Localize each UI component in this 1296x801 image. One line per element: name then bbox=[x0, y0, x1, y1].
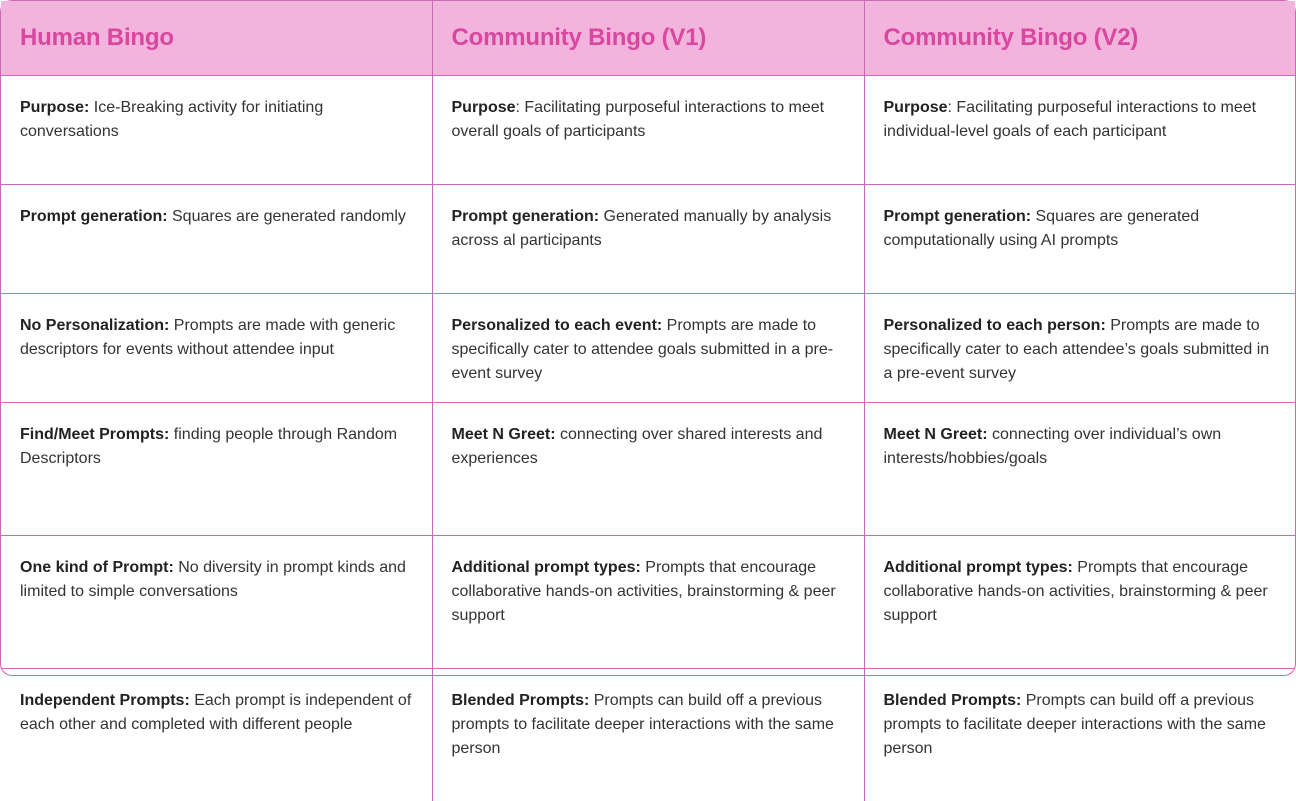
cell-label: Blended Prompts: bbox=[452, 692, 590, 709]
table-cell bbox=[1, 536, 432, 669]
cell-text: : Facilitating purposeful interactions to meet individual-level goals of each participant bbox=[884, 99, 1257, 140]
cell-label: Find/Meet Prompts: bbox=[20, 426, 169, 443]
cell-text: Prompts are made to specifically cater to each attendee’s goals submitted in a pre-event survey bbox=[884, 317, 1270, 382]
cell-text: Prompts that encourage collaborative hands-on activities, brainstorming & peer support bbox=[452, 559, 836, 624]
table-cell bbox=[432, 76, 864, 185]
cell-text: Each prompt is independent of each other and completed with different people bbox=[20, 692, 411, 733]
cell-text: Prompts are made with generic descriptors for events without attendee input bbox=[20, 317, 395, 358]
cell-label: Meet N Greet: bbox=[884, 426, 988, 443]
table-cell bbox=[432, 536, 864, 669]
table-cell bbox=[1, 185, 432, 294]
table-row-purpose bbox=[1, 76, 1295, 185]
table-cell bbox=[1, 669, 432, 801]
table-row-prompt-types bbox=[1, 536, 1295, 669]
table-cell bbox=[864, 403, 1295, 536]
cell-label: One kind of Prompt: bbox=[20, 559, 174, 576]
cell-label: Prompt generation: bbox=[884, 208, 1032, 225]
cell-text: Prompts can build off a previous prompts to facilitate deeper interactions with the same person bbox=[452, 692, 834, 757]
cell-text: : Facilitating purposeful interactions to meet overall goals of participants bbox=[452, 99, 825, 140]
cell-label: Meet N Greet: bbox=[452, 426, 556, 443]
table-cell bbox=[864, 185, 1295, 294]
table-cell bbox=[1, 403, 432, 536]
cell-label: Purpose: bbox=[20, 99, 89, 116]
table-row-meet-prompts bbox=[1, 403, 1295, 536]
table-cell bbox=[864, 669, 1295, 801]
table-cell bbox=[432, 403, 864, 536]
cell-text: finding people through Random Descriptors bbox=[20, 426, 397, 467]
column-header-community-bingo-v2: Community Bingo (V2) bbox=[864, 1, 1295, 76]
cell-label: Purpose bbox=[884, 99, 948, 116]
column-header-human-bingo: Human Bingo bbox=[1, 1, 432, 76]
cell-text: Squares are generated randomly bbox=[168, 208, 406, 225]
cell-label: Personalized to each person: bbox=[884, 317, 1106, 334]
table-row-prompt-generation bbox=[1, 185, 1295, 294]
cell-label: Independent Prompts: bbox=[20, 692, 190, 709]
cell-text: No diversity in prompt kinds and limited to simple conversations bbox=[20, 559, 406, 600]
table-row-prompt-blending bbox=[1, 669, 1295, 801]
table-cell bbox=[864, 294, 1295, 403]
table-cell bbox=[1, 294, 432, 403]
cell-label: Purpose bbox=[452, 99, 516, 116]
cell-text: connecting over shared interests and experiences bbox=[452, 426, 823, 467]
cell-text: connecting over individual’s own interests/hobbies/goals bbox=[884, 426, 1222, 467]
header-row bbox=[1, 1, 1295, 76]
cell-label: Personalized to each event: bbox=[452, 317, 663, 334]
column-header-community-bingo-v1: Community Bingo (V1) bbox=[432, 1, 864, 76]
cell-label: Prompt generation: bbox=[452, 208, 600, 225]
table-cell bbox=[864, 536, 1295, 669]
cell-text: Prompts can build off a previous prompts to facilitate deeper interactions with the same person bbox=[884, 692, 1266, 757]
table-row-personalization bbox=[1, 294, 1295, 403]
table-cell bbox=[1, 76, 432, 185]
cell-label: No Personalization: bbox=[20, 317, 169, 334]
cell-label: Additional prompt types: bbox=[452, 559, 641, 576]
table-cell bbox=[864, 76, 1295, 185]
cell-label: Blended Prompts: bbox=[884, 692, 1022, 709]
cell-text: Squares are generated computationally using AI prompts bbox=[884, 208, 1200, 249]
cell-text: Ice-Breaking activity for initiating conversations bbox=[20, 99, 323, 140]
cell-text: Prompts are made to specifically cater to attendee goals submitted in a pre-event survey bbox=[452, 317, 834, 382]
cell-label: Additional prompt types: bbox=[884, 559, 1073, 576]
table-cell bbox=[432, 294, 864, 403]
cell-text: Prompts that encourage collaborative hands-on activities, brainstorming & peer support bbox=[884, 559, 1268, 624]
comparison-table bbox=[1, 1, 1295, 801]
table-cell bbox=[432, 669, 864, 801]
cell-label: Prompt generation: bbox=[20, 208, 168, 225]
cell-text: Generated manually by analysis across al participants bbox=[452, 208, 832, 249]
table-cell bbox=[432, 185, 864, 294]
